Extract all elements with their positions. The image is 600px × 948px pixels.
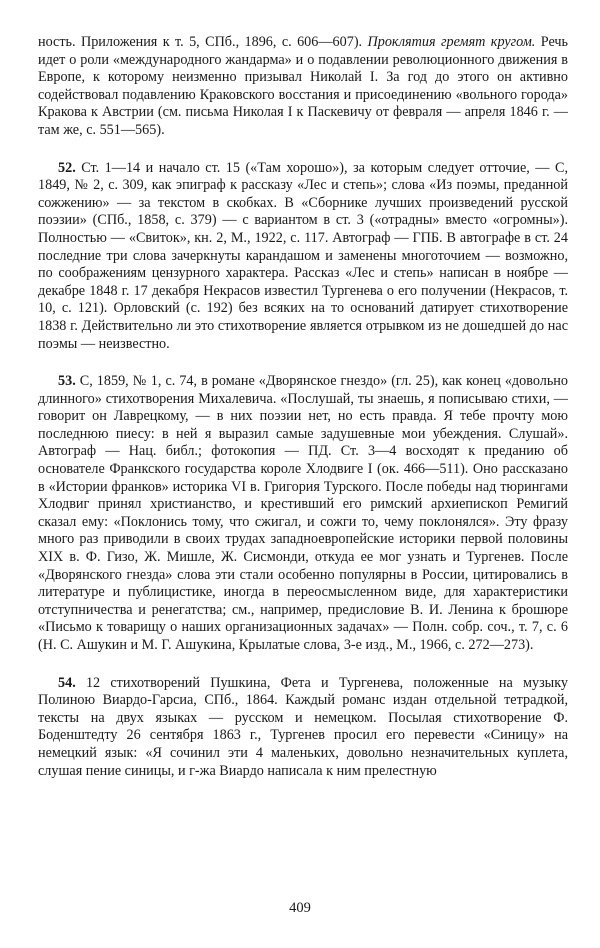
paragraph-text: ность. Приложения к т. 5, СПб., 1896, с. 606—607). xyxy=(38,34,368,50)
note-number: 53. xyxy=(58,373,76,390)
paragraph-gap xyxy=(38,353,568,373)
paragraph-continuation xyxy=(38,34,568,140)
page-number: 409 xyxy=(289,900,311,916)
note-53 xyxy=(38,373,568,655)
page-body xyxy=(38,34,568,780)
note-text: С, 1859, № 1, с. 74, в романе «Дворянское гнездо» (гл. 25), как конец «довольно длинного» стихотворения Михалевича. «Послушай, ты знаешь, я пописываю стихи, — говорит он Лаврецкому, — в них поэзии нет, но есть правда. Я тебе прочту мою последнюю пиесу: в ней я выразил самые задушевные мои убеждения. Слушай». Автограф — Нац. библ.; фотокопия — ПД. Ст. 3—4 восходят к преданию об основателе Франкского государства короле Хлодвиге I (ок. 466—511). Оно рассказано в «Истории франков» историка VI в. Григория Турского. После победы над тюрингами Хлодвиг принял христианство, и крестивший его римский архиепископ Ремигий сказал ему: «Поклонись тому, что сжигал, и сожги то, чему поклонялся». Эту фразу много раз приводили в своих трудах западноевропейские историки первой половины XIX в. Ф. Гизо, Ж. Мишле, Ж. Сисмонди, откуда ее мог узнать и Тургенев. После «Дворянского гнезда» слова эти стали особенно популярны в России, цитировались в литературе и публицистике, иногда в переосмысленном виде, для характеристики отступничества и ренегатства; см., например, предисловие В. И. Ленина к брошюре «Письмо к товарищу о наших организационных задачах» — Полн. собр. соч., т. 7, с. 6 (Н. С. Ашукин и М. Г. Ашукина, Крылатые слова, 3-е изд., М., 1966, с. 272—273). xyxy=(38,373,568,653)
note-52 xyxy=(38,160,568,354)
note-text: Ст. 1—14 и начало ст. 15 («Там хорошо»), за которым следует отточие, — С, 1849, № 2, с. 309, как эпиграф к рассказу «Лес и степь»; слова «Из поэмы, преданной сожжению» — за текстом в скобках. В «Сборнике лучших произведений русской поэзии» (СПб., 1858, с. 379) — с вариантом в ст. 3 («отрадны» вместо «огромны»). Полностью — «Свиток», кн. 2, М., 1922, с. 117. Автограф — ГПБ. В автографе в ст. 24 последние три слова зачеркнуты карандашом и заменены многоточием — возможно, по соображениям цензурного характера. Рассказ «Лес и степь» написан в ноябре — декабре 1848 г. 17 декабря Некрасов известил Тургенева о его получении (Некрасов, т. 10, с. 121). Орловский (с. 192) без всяких на то оснований датирует стихотворение 1838 г. Действительно ли это стихотворение является отрывком из не дошедшей до нас поэмы — неизвестно. xyxy=(38,159,568,352)
paragraph-text: Речь идет о роли «международного жандарма» и о подавлении революционного движения в Европе, к которому неизменно призывал Николай I. За год до этого он активно содействовал подавлению Краковского восстания и присоединению «вольного города» Кракова к Австрии (см. письма Николая I к Паскевичу от февраля — апреля 1846 г. — там же, с. 551—565). xyxy=(38,34,568,138)
note-text: 12 стихотворений Пушкина, Фета и Тургенева, положенные на музыку Полиною Виардо-Гарсиа, СПб., 1864. Каждый романс издан отдельной тетрадкой, тексты на двух языках — русском и немецком. Посылая стихотворение Ф. Боденштедту 26 сентября 1863 г., Тургенев просил его перевести «Синицу» на немецкий язык: «Я сочинил эти 4 маленьких, довольно незначительных куплета, слушая пение синицы, и г-жа Виардо написала к ним прелестную xyxy=(38,674,568,779)
note-number: 54. xyxy=(58,674,76,691)
paragraph-gap xyxy=(38,655,568,675)
note-number: 52. xyxy=(58,159,76,176)
paragraph-gap xyxy=(38,140,568,160)
note-54 xyxy=(38,675,568,781)
poem-title-italic: Проклятия гремят кругом. xyxy=(367,34,536,50)
